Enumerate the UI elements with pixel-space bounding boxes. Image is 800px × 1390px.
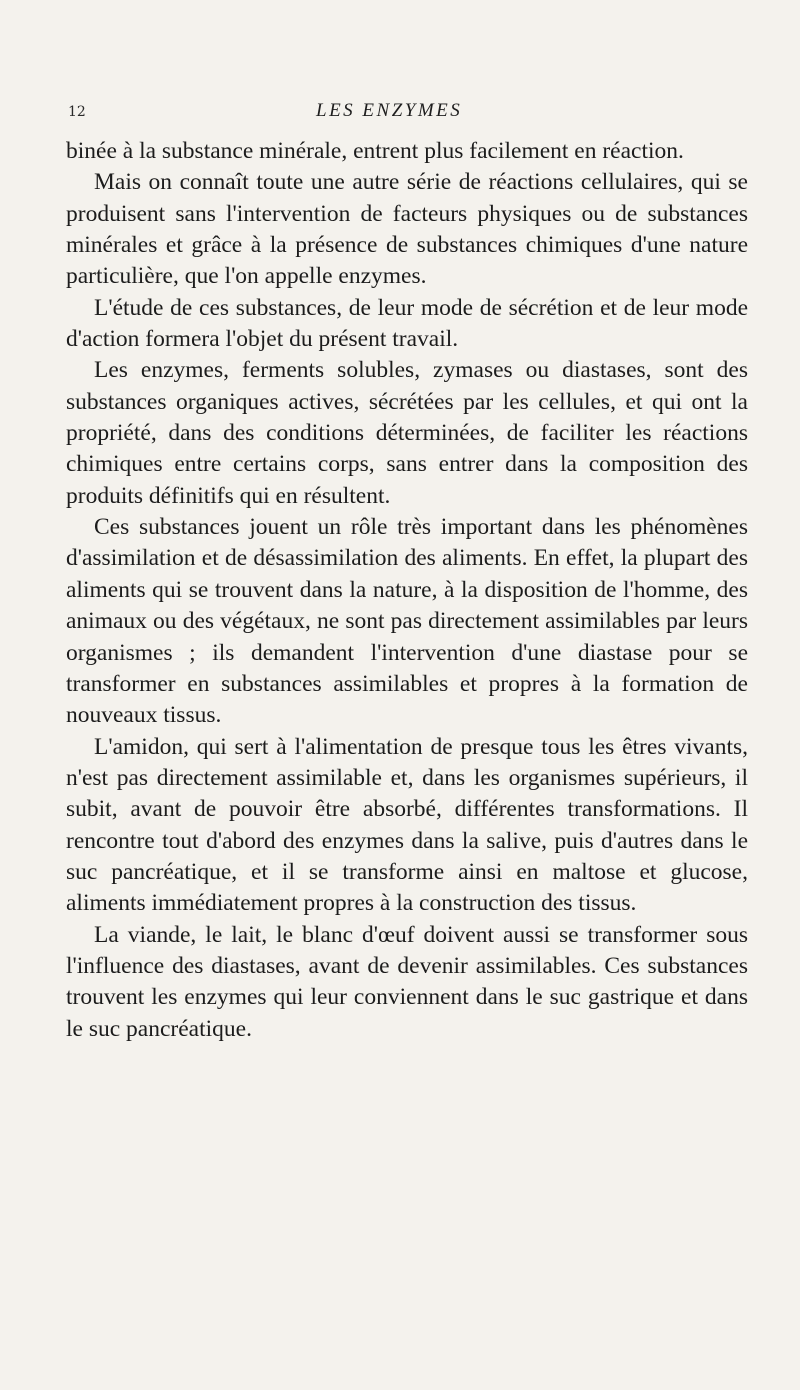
paragraph-enzyme-definition: Les enzymes, ferments solubles, zymases ou diastases, sont des substances organiques actives, sécrétées par les cellules, et qui ont la propriété, dans des conditions déterminées, de faciliter les réactions chimiques entre certains corps, sans entrer dans la composition des produits définitifs qui en résultent. xyxy=(66,357,748,509)
paragraph-starch: L'amidon, qui sert à l'alimentation de presque tous les êtres vivants, n'est pas directement assimilable et, dans les organismes supérieurs, il subit, avant de pouvoir être absorbé, différentes transformations. Il rencontre tout d'abord des enzymes dans la salive, puis d'autres dans le suc pancréatique, et il se transforme ainsi en maltose et glucose, aliments immédiatement propres à la construction des tissus. xyxy=(66,733,748,917)
page-header xyxy=(0,100,800,130)
paragraph-cellular-reactions: Mais on connaît toute une autre série de réactions cellulaires, qui se produisent sans l'intervention de facteurs physiques ou de substances minérales et grâce à la présence de substances chimiques d'une nature particulière, que l'on appelle enzymes. xyxy=(66,169,748,290)
paragraph-assimilation: Ces substances jouent un rôle très important dans les phénomènes d'assimilation et de désassimilation des aliments. En effet, la plupart des aliments qui se trouvent dans la nature, à la disposition de l'homme, des animaux ou des végétaux, ne sont pas directement assimilables par leurs organismes ; ils demandent l'intervention d'une diastase pour se transformer en substances assimilables et propres à la formation de nouveaux tissus. xyxy=(66,514,748,729)
page-number: 12 xyxy=(68,104,86,120)
running-title: LES ENZYMES xyxy=(316,100,463,121)
paragraph-continuation: binée à la substance minérale, entrent plus facilement en réaction. xyxy=(66,138,684,164)
body-text xyxy=(66,136,748,1045)
paragraph-study-scope: L'étude de ces substances, de leur mode de sécrétion et de leur mode d'action formera l'objet du présent travail. xyxy=(66,294,748,353)
paragraph-meat-milk: La viande, le lait, le blanc d'œuf doivent aussi se transformer sous l'influence des diastases, avant de devenir assimilables. Ces substances trouvent les enzymes qui leur conviennent dans le suc gastrique et dans le suc pancréatique. xyxy=(66,921,748,1042)
